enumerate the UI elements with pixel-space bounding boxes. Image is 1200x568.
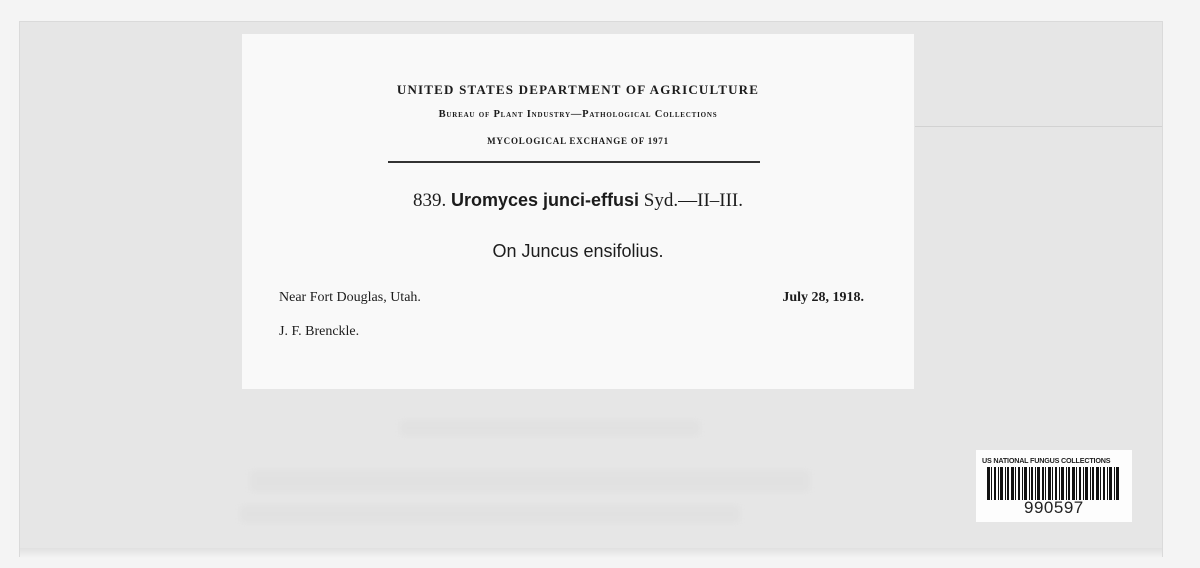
locality: Near Fort Douglas, Utah. — [279, 290, 421, 305]
barcode-label — [976, 450, 1132, 522]
label-header-exchange: MYCOLOGICAL EXCHANGE OF 1971 — [487, 136, 669, 146]
barcode-icon — [987, 467, 1119, 500]
specimen-number: 839. — [412, 190, 447, 211]
species-name: Uromyces junci-effusi — [450, 190, 640, 210]
barcode-title: US NATIONAL FUNGUS COLLECTIONS — [982, 456, 1111, 465]
bleed-through-text — [250, 470, 810, 492]
collector: J. F. Brenckle. — [279, 324, 360, 339]
bleed-through-text — [400, 420, 700, 436]
species-line — [242, 190, 914, 212]
barcode-number: 990597 — [1024, 498, 1084, 517]
species-authority: Syd.—II–III. — [643, 190, 743, 211]
bleed-through-text — [240, 505, 740, 523]
label-header-bureau: Bureau of Plant Industry—Pathological Collections — [438, 109, 718, 120]
label-header-department: UNITED STATES DEPARTMENT OF AGRICULTURE — [396, 82, 760, 97]
packet-shadow — [20, 548, 1162, 558]
collection-date: July 28, 1918. — [782, 290, 864, 305]
packet-flap-edge — [915, 126, 1162, 127]
header-rule — [388, 161, 760, 163]
host-plant: On Juncus ensifolius. — [492, 241, 664, 261]
specimen-label — [242, 34, 914, 389]
